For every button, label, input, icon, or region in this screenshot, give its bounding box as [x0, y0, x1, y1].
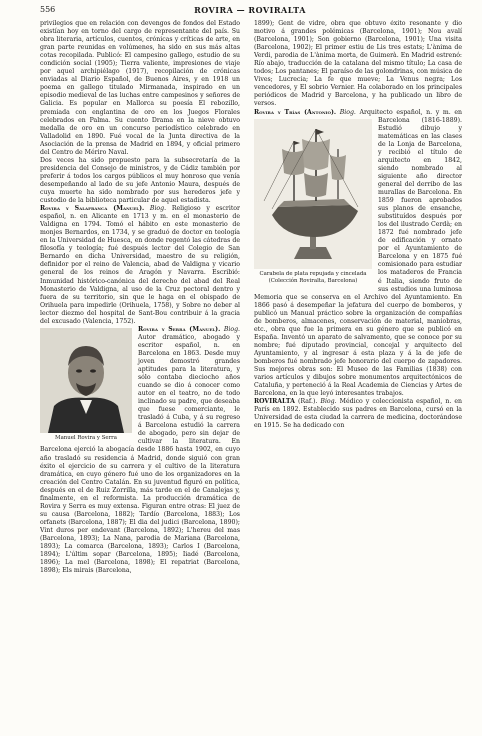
right-column: [254, 20, 462, 725]
figure-caption-title: Carabela de plata repujada y cincelada: [259, 270, 367, 277]
entry-category: Biog.: [320, 398, 337, 406]
entry-text: Arquitecto español, n. y m. en Barcelona (1816-1889). Estudió dibujo y matemáticas en las clases de la Lonja de Barcelona, y recibió el título de arquitecto en 1842, siendo nombrado al siguiente año director general del derribo de las murallas de Barcelona. En 1859 fueron aprobados sus planos de ensanche, substituídos después por los del ilustrado Cerdà; en 1872 fué nombrado jefe de edificación y ornato por el Ayuntamiento de Barcelona y en 1875 fué comisionado para estudiar los mataderos de Francia é Italia, siendo fruto de sus estudios una luminosa Memoria que se conserva en el Archivo del Ayuntamiento. En 1866 pasó á desempeñar la jefatura del cuerpo de bomberos, y publicó un Manual práctico sobre la organización de compañías de bomberos, almacenes, conservación de material, maniobras, etc., obra que fue la primera en su género que se publicó en España. Inventó un aparato de salvamento, que se conoce por su nombre; fué diputado provincial, concejal y arquitecto del Ayuntamiento, y al ingresar á esta plaza y á la de jefe de bomberos fué nombrado jefe honorario del cuerpo de zapadores. Sus mejores obras son: El Museo de las Familias (1838) con varios artículos y dibujos sobre monumentos arquitectónicos de Cataluña, y perteneció á la Real Academia de Ciencias y Artes de Barcelona, en la que leyó interesantes trabajos.: [254, 108, 462, 398]
entry-rovira-y-trias: [254, 109, 462, 399]
entry-category: Biog.: [339, 108, 356, 116]
left-column: [40, 20, 240, 725]
entry-roviralta: [254, 398, 462, 430]
running-title: ROVIRA — ROVIRALTA: [194, 5, 306, 15]
entry-rovira-y-serra: [40, 326, 240, 575]
paragraph: privilegios que en relación con devengos de fondos del Estado existían hoy en torno del cargo de representante del país. Su obra literaria, artículos, cuentos, crónicas y críticas de arte, en gran parte reunidas en volúmenes, ha sido en sus más altas cotas recopilada. Publicó: El campesino gallego, estudio de su condición social (1905); Tierra valiente, impresiones de viaje por aquel archipiélago (1917), recopilación de crónicas enviadas al Diario Español, de Buenos Aires, y en 1918 un poema en gallego titulado Mirmanada, inspirado en un episodio medieval de las luchas entre campesinos y señores de Galicia. Es popular en Mallorca su poesía El rebozillo, premiada con englantina de oro en los Juegos Florales celebrados en Palma. Su cuento Drama en la nieve obtuvo medalla de oro en un concurso periodístico celebrado en Valladolid en 1890. Fué vocal de la Junta directiva de la Asociación de la prensa de Madrid en 1894, y oficial primero del Centro de Mériro Naval.: [40, 20, 240, 156]
portrait-figure: [40, 328, 132, 442]
ship-figure: [254, 119, 372, 285]
entry-headword: ROVIRALTA: [254, 398, 295, 406]
entry-headword: Rovira y Trías (Antonio).: [254, 108, 337, 116]
paragraph: 1899); Gent de vidre, obra que obtuvo éxito resonante y dio motivo á grandes polémicas (Barcelona, 1901); Nou avalí (Barcelona, 1901); Son gobierno (Barcelona, 1901); Una visita (Barcelona, 1902); El primer estiu de Lis tres estats; L'ànima de Verdi, parodia de L'ànima morta, de Guimerà. En Madrid estrenó: Río abajo, traducción de la catalana del mismo título; La casa de todos; Los pantanes; El paraíso de las golondrinas, con música de Vives; Lucrecia; La fe que mueve; La Venus negra; Los vencedores, y El sobrio Vernier. Ha colaborado en los principales periódicos de Madrid y Barcelona, y ha publicado un libro de versos.: [254, 20, 462, 108]
ship-image: [254, 119, 372, 269]
entry-category: Biog.: [223, 325, 240, 333]
entry-subhead: (Raf.).: [298, 398, 318, 406]
entry-rovira-y-salafranca: [40, 205, 240, 326]
page-header: [40, 5, 460, 17]
portrait-photo: [40, 328, 132, 433]
figure-caption: [254, 271, 372, 285]
portrait-caption: Manuel Rovira y Serra: [55, 434, 117, 441]
paragraph: Dos veces ha sido propuesto para la subsecretaría de la presidencia del Consejo de ministros, y de Cádiz también por preferir á todos los cargos públicos el muy honroso que venía desempeñando al lado de su jefe Antonio Maura, después de cuya muerte ha sido nombrado por sus herederos jefe y custodio de la biblioteca particular de aquel estadista.: [40, 156, 240, 205]
entry-headword: Rovira y Serra (Manuel).: [138, 325, 221, 333]
entry-text: Médico y coleccionista español, n. en París en 1892. Establecido sus padres en Barcelona, cursó en la Universidad de esta ciudad la carrera de medicina, doctorándose en 1915. Se ha dedicado con: [254, 398, 462, 430]
entry-text: Autor dramático, abogado y escritor español, n. en Barcelona en 1863. Desde muy joven demostró grandes aptitudes para la literatura, y sólo contaba dieciocho años cuando se dio á conocer como autor en el teatro, no de todo inclinado su padre, que deseaba que fuese comerciante, le trasladó á Cuba, y á su regreso á Barcelona estudió la carrera de abogado, pero sin dejar de cultivar la literatura. En Barcelona ejerció la abogacía desde 1886 hasta 1902, en cuyo año trasladó su residencia á Madrid, donde siguió con gran éxito el ejercicio de su carrera y el cultivo de la literatura dramática, en cuyo género fué uno de los organizadores en la creación del Centro Catalán. En su juventud figuró en política, después en el de Ruiz Zorrilla, más tarde en el de Canalejas y, finalmente, en el reformista. La producción dramática de Rovira y Serra es muy extensa. Figuran entre otras: El juez de su causa (Barcelona, 1882); Tardío (Barcelona, 1883); Los orfanets (Barcelona, 1887); El dia del judici (Barcelona, 1890); Vint duros per endevant (Barcelona, 1892); L'hereu del mas (Barcelona, 1893); La Nana, parodia de Mariana (Barcelona, 1893); La comarca (Barcelona, 1893); Carlos I (Barcelona, 1894); L'últim sopar (Barcelona, 1895); Iiadé (Barcelona, 1896); La mel (Barcelona, 1898); El repatriat (Barcelona, 1898); Els mirais (Barcelona,: [40, 333, 240, 575]
entry-category: Biog.: [149, 205, 167, 213]
entry-headword: Rovira y Salafranca (Manuel).: [40, 205, 145, 213]
page-number: 556: [40, 5, 56, 14]
entry-text: Religioso y escritor español, n. en Alicante en 1713 y m. en el monasterio de Valdigna en 1794. Tomó el hábito en este monasterio de monjes Bernardos, en 1734, y se graduó de doctor en teología en la Universidad de Huesca, en donde regentó las cátedras de filosofía y teología; fué después lector del Colegio de San Bernardo en dicha Universidad, maestro de su religión, definidor por el reino de Valencia, abad de Valdigna y vicario general de los reinos de Aragón y Navarra. Escribió: Inmunidad histórico-canónica del derecho del abad del Real Monasterio de Valdigna, al uso de la Cruz pectoral dentro y fuera de su territorio, sin que le haga en el obispado de Orihuela para impedirle (Orihuela, 1758), y Sobre no deber al lector diezmo del hospital de Sant-Bou contribuir á la gracia del excusado (Valencia, 1752).: [40, 205, 240, 325]
figure-caption-source: (Colección Roviralta, Barcelona): [268, 277, 358, 284]
